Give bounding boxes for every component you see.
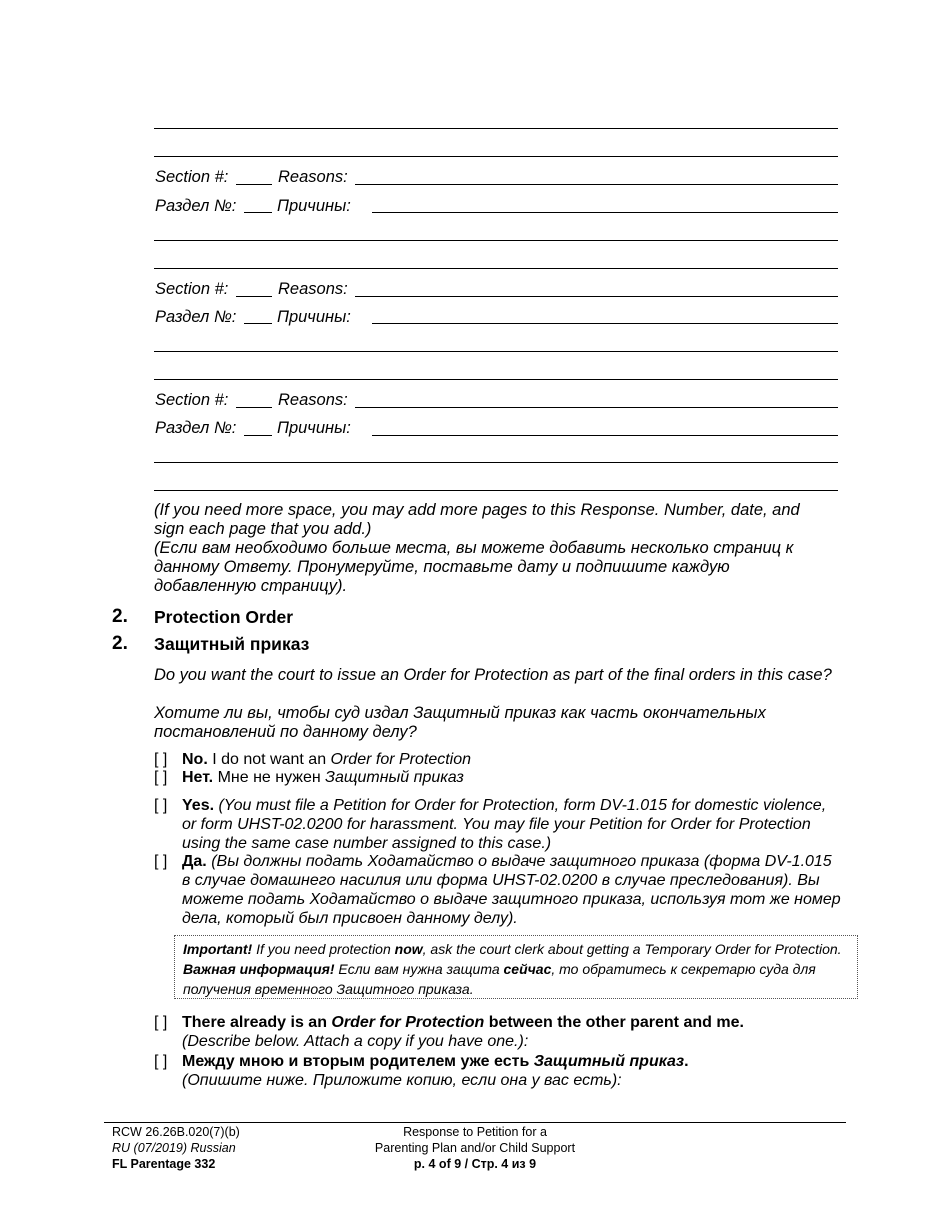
section-title-ru: Защитный приказ: [154, 634, 310, 654]
section-number-field[interactable]: [236, 296, 272, 297]
option-no-italic: Order for Protection: [330, 751, 472, 768]
section-label-ru: Раздел №:: [155, 308, 237, 326]
existing-order-text: between the other parent and me.: [484, 1014, 744, 1031]
important-text: , ask the court clerk about getting a Temporary Order for Protection.: [422, 941, 842, 957]
option-no-en: [182, 750, 842, 769]
important-note-en: [183, 939, 849, 959]
important-label: Important!: [183, 941, 253, 957]
blank-line[interactable]: [154, 156, 838, 157]
option-existing-order-en: [182, 1013, 842, 1051]
checkbox-no-ru[interactable]: [ ]: [154, 769, 168, 786]
question-en: Do you want the court to issue an Order for Protection as part of the final orders in this case?: [154, 666, 832, 684]
more-space-note-ru: (Если вам необходимо больше места, вы можете добавить несколько страниц к данному Ответу. Пронумеруйте, поставьте дату и подпишите каждую добавленную страницу).: [154, 539, 794, 595]
section-number-field-ru[interactable]: [244, 323, 272, 324]
section-row-en: [155, 167, 228, 187]
section-label: Section #:: [155, 168, 229, 186]
existing-order-text-ru: Между мною и вторым родителем уже есть: [182, 1053, 534, 1070]
existing-order-title-ru: Защитный приказ: [533, 1053, 685, 1070]
section-number-ru: 2.: [112, 633, 128, 654]
blank-line[interactable]: [154, 128, 838, 129]
question-ru: Хотите ли вы, чтобы суд издал Защитный приказ как часть окончательных постановлений по данному делу?: [154, 704, 766, 741]
important-note-ru: [183, 959, 849, 999]
footer-title-line2: Parenting Plan and/or Child Support: [374, 1141, 576, 1155]
footer-rcw: RCW 26.26B.020(7)(b): [112, 1125, 240, 1139]
reasons-field-ru[interactable]: [372, 323, 838, 324]
important-label-ru: Важная информация!: [183, 961, 335, 977]
checkbox-existing-order-ru[interactable]: [ ]: [154, 1053, 168, 1070]
checkbox-yes-ru[interactable]: [ ]: [154, 853, 168, 870]
blank-line[interactable]: [154, 490, 838, 491]
reasons-label-ru: Причины:: [277, 197, 351, 215]
section-number-field-ru[interactable]: [244, 212, 272, 213]
option-no-bold: No.: [182, 751, 208, 768]
checkbox-no[interactable]: [ ]: [154, 751, 168, 768]
section-label-ru: Раздел №:: [155, 419, 237, 437]
reasons-label: Reasons:: [278, 280, 348, 298]
option-no-ru-bold: Нет.: [182, 769, 214, 786]
important-text-ru: , то обратитесь к секретарю суда для получения временного Защитного приказа.: [183, 961, 816, 997]
option-no-ru-italic: Защитный приказ: [325, 769, 464, 786]
section-number-field-ru[interactable]: [244, 435, 272, 436]
blank-line[interactable]: [154, 351, 838, 352]
footer-left: [112, 1124, 240, 1172]
important-emphasis: now: [394, 941, 423, 957]
reasons-label: Reasons:: [278, 168, 348, 186]
existing-order-text-ru: .: [684, 1053, 689, 1070]
reasons-field[interactable]: [355, 407, 838, 408]
section-number-field[interactable]: [236, 407, 272, 408]
reasons-label: Reasons:: [278, 391, 348, 409]
reasons-field[interactable]: [355, 184, 838, 185]
blank-line[interactable]: [154, 240, 838, 241]
important-emphasis-ru: сейчас: [503, 961, 552, 977]
reasons-label-ru: Причины:: [277, 308, 351, 326]
blank-line[interactable]: [154, 268, 838, 269]
existing-order-note-ru: (Опишите ниже. Приложите копию, если она у вас есть):: [182, 1072, 622, 1089]
option-yes-ru: [182, 852, 842, 928]
option-no-ru: [182, 768, 842, 787]
footer-form-id: FL Parentage 332: [112, 1157, 216, 1171]
footer-title-line1: Response to Petition for a: [403, 1125, 547, 1139]
section-label-ru: Раздел №:: [155, 197, 237, 215]
important-note-box: [174, 935, 858, 999]
more-space-note-en: (If you need more space, you may add more pages to this Response. Number, date, and sign each page that you add.): [154, 501, 800, 538]
checkbox-existing-order[interactable]: [ ]: [154, 1014, 168, 1031]
section-label: Section #:: [155, 391, 229, 409]
reasons-field[interactable]: [355, 296, 838, 297]
blank-line[interactable]: [154, 379, 838, 380]
option-no-ru-text: Мне не нужен: [213, 769, 326, 786]
option-yes-en: [182, 796, 832, 853]
option-yes-italic: (You must file a Petition for Order for Protection, form DV-1.015 for domestic violence, or form UHST-02.0200 for harassment. You may file your Petition for Order for Protection using the same case number assigned to this case.): [182, 797, 827, 852]
existing-order-title: Order for Protection: [331, 1014, 485, 1031]
option-yes-bold: Yes.: [182, 797, 215, 814]
footer-divider: [104, 1122, 846, 1123]
section-number: 2.: [112, 606, 128, 627]
footer-page-number: p. 4 of 9 / Стр. 4 из 9: [413, 1157, 537, 1171]
option-yes-ru-bold: Да.: [182, 853, 207, 870]
important-text: If you need protection: [252, 941, 395, 957]
section-number-field[interactable]: [236, 184, 272, 185]
checkbox-yes[interactable]: [ ]: [154, 797, 168, 814]
option-no-text: I do not want an: [207, 751, 331, 768]
existing-order-note: (Describe below. Attach a copy if you have one.):: [182, 1033, 529, 1050]
footer-center: [330, 1124, 620, 1172]
section-label: Section #:: [155, 280, 229, 298]
footer-version: RU (07/2019) Russian: [112, 1141, 236, 1155]
existing-order-text: There already is an: [182, 1014, 332, 1031]
option-existing-order-ru: [182, 1052, 842, 1090]
section-title-en: Protection Order: [154, 607, 294, 627]
blank-line[interactable]: [154, 462, 838, 463]
option-yes-ru-italic: (Вы должны подать Ходатайство о выдаче защитного приказа (форма DV-1.015 в случае домашнего насилия или форма UHST-02.0200 в случае преследования). Вы можете подать Ходатайство о выдаче защитного приказа, используя тот же номер дела, который был присвоен данному делу).: [182, 853, 841, 927]
reasons-label-ru: Причины:: [277, 419, 351, 437]
important-text-ru: Если вам нужна защита: [334, 961, 504, 977]
reasons-field-ru[interactable]: [372, 212, 838, 213]
reasons-field-ru[interactable]: [372, 435, 838, 436]
